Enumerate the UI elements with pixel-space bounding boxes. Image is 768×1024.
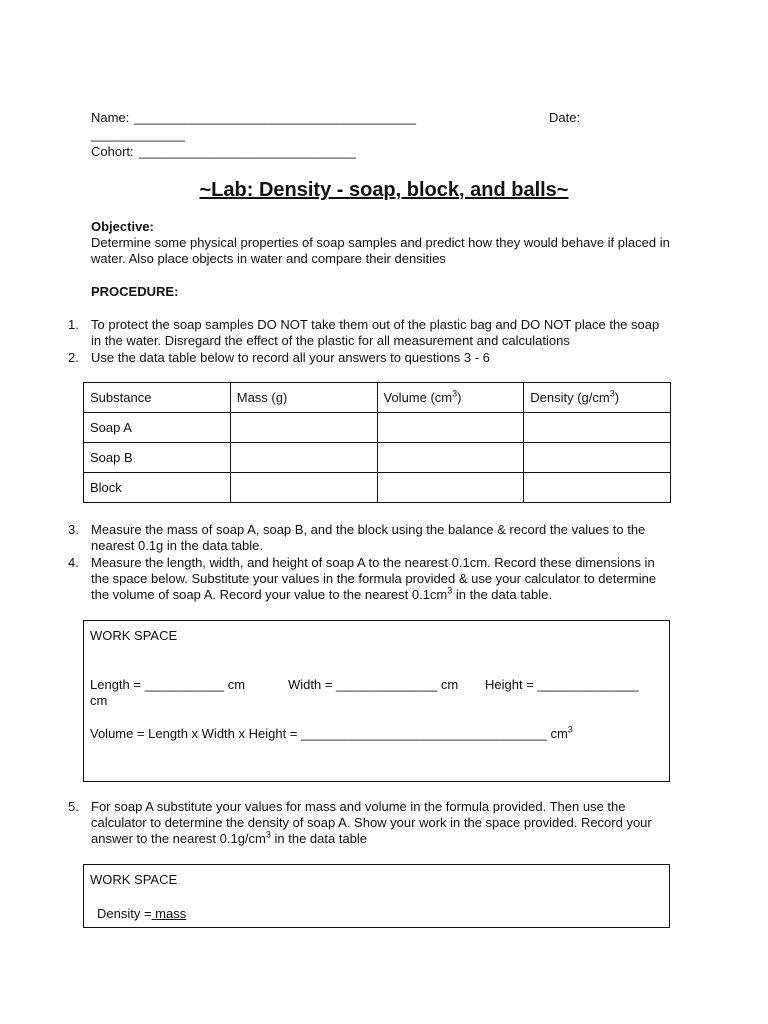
table-cell-input[interactable] xyxy=(377,473,524,503)
table-cell-input[interactable] xyxy=(524,413,671,443)
step-number: 2. xyxy=(68,350,79,365)
density-formula: Density = mass xyxy=(97,906,187,921)
table-cell-substance: Soap A xyxy=(84,413,231,443)
volume-blank[interactable]: __________________________________ xyxy=(301,726,547,741)
table-cell-substance: Soap B xyxy=(84,443,231,473)
step-4-text: Measure the length, width, and height of soap A to the nearest 0.1cm. Record these dimensions in the space below. Substitute your values in the formula provided & use your calculator to determine the volume of soap A. Record your value to the nearest $0.1cm^3$ in the data table. xyxy=(91,555,657,602)
table-header-cell: Mass (g) xyxy=(230,383,377,413)
table-header-cell: Density $(g/cm^3)$ xyxy=(524,383,671,413)
step-3-text: Measure the mass of soap A, soap B, and the block using the balance & record the values to the nearest 0.1g in the data table. xyxy=(91,522,646,553)
height-unit: cm xyxy=(90,693,108,708)
step-number: 4. xyxy=(68,555,79,570)
height-blank[interactable]: ______________ xyxy=(537,677,639,692)
work-space-volume[interactable] xyxy=(83,620,670,782)
page-title: ~Lab: Density - soap, block, and balls~ xyxy=(199,179,569,201)
length-row: Length = ___________ cm xyxy=(90,677,246,692)
table-cell-input[interactable] xyxy=(230,473,377,503)
table-cell-input[interactable] xyxy=(524,443,671,473)
procedure-heading: PROCEDURE: xyxy=(91,284,179,299)
table-cell-input[interactable] xyxy=(377,413,524,443)
length-blank[interactable]: ___________ xyxy=(144,677,225,692)
table-row xyxy=(84,443,671,473)
date-blank[interactable]: _____________ xyxy=(91,127,185,142)
volume-row: Volume = Length x Width x Height = __________________________________ $cm^3$ xyxy=(90,724,573,741)
work-space-label: WORK SPACE xyxy=(90,872,178,887)
name-blank[interactable]: _______________________________________ xyxy=(134,110,416,125)
work-space-label: WORK SPACE xyxy=(90,628,178,643)
table-header-cell: Volume $(cm^3)$ xyxy=(377,383,524,413)
table-cell-input[interactable] xyxy=(230,413,377,443)
objective-text: Determine some physical properties of soap samples and predict how they would behave if placed in water. Also place objects in water and compare their densities xyxy=(91,235,670,266)
step-2-text: Use the data table below to record all your answers to questions 3 - 6 xyxy=(91,350,490,365)
table-cell-substance: Block xyxy=(84,473,231,503)
work-space-density[interactable] xyxy=(83,864,670,928)
step-1-text: To protect the soap samples DO NOT take them out of the plastic bag and DO NOT place the soap in the water. Disregard the effect of the plastic for all measurement and calculations xyxy=(91,317,660,348)
cohort-blank[interactable]: ______________________________ xyxy=(139,144,356,159)
table-cell-input[interactable] xyxy=(230,443,377,473)
table-row xyxy=(84,413,671,443)
step-number: 1. xyxy=(68,317,79,332)
name-label: Name: xyxy=(91,110,130,125)
step-number: 3. xyxy=(68,522,79,537)
table-cell-input[interactable] xyxy=(377,443,524,473)
density-numerator: mass xyxy=(151,906,187,921)
cohort-label: Cohort: xyxy=(91,144,134,159)
table-cell-input[interactable] xyxy=(524,473,671,503)
table-header-cell: Substance xyxy=(84,383,231,413)
height-row: Height = ______________ xyxy=(485,677,639,692)
data-table xyxy=(83,382,671,503)
objective-heading: Objective: xyxy=(91,219,154,234)
width-row: Width = ______________ cm xyxy=(288,677,459,692)
table-row xyxy=(84,473,671,503)
date-label: Date: xyxy=(549,110,581,125)
step-number: 5. xyxy=(68,799,79,814)
step-5-text: For soap A substitute your values for mass and volume in the formula provided. Then use the calculator to determine the density of soap A. Show your work in the space provided. Record your answer to the nearest $0.1g/cm^3$ in the data table xyxy=(91,799,652,846)
table-header-row xyxy=(84,383,671,413)
width-blank[interactable]: ______________ xyxy=(336,677,438,692)
